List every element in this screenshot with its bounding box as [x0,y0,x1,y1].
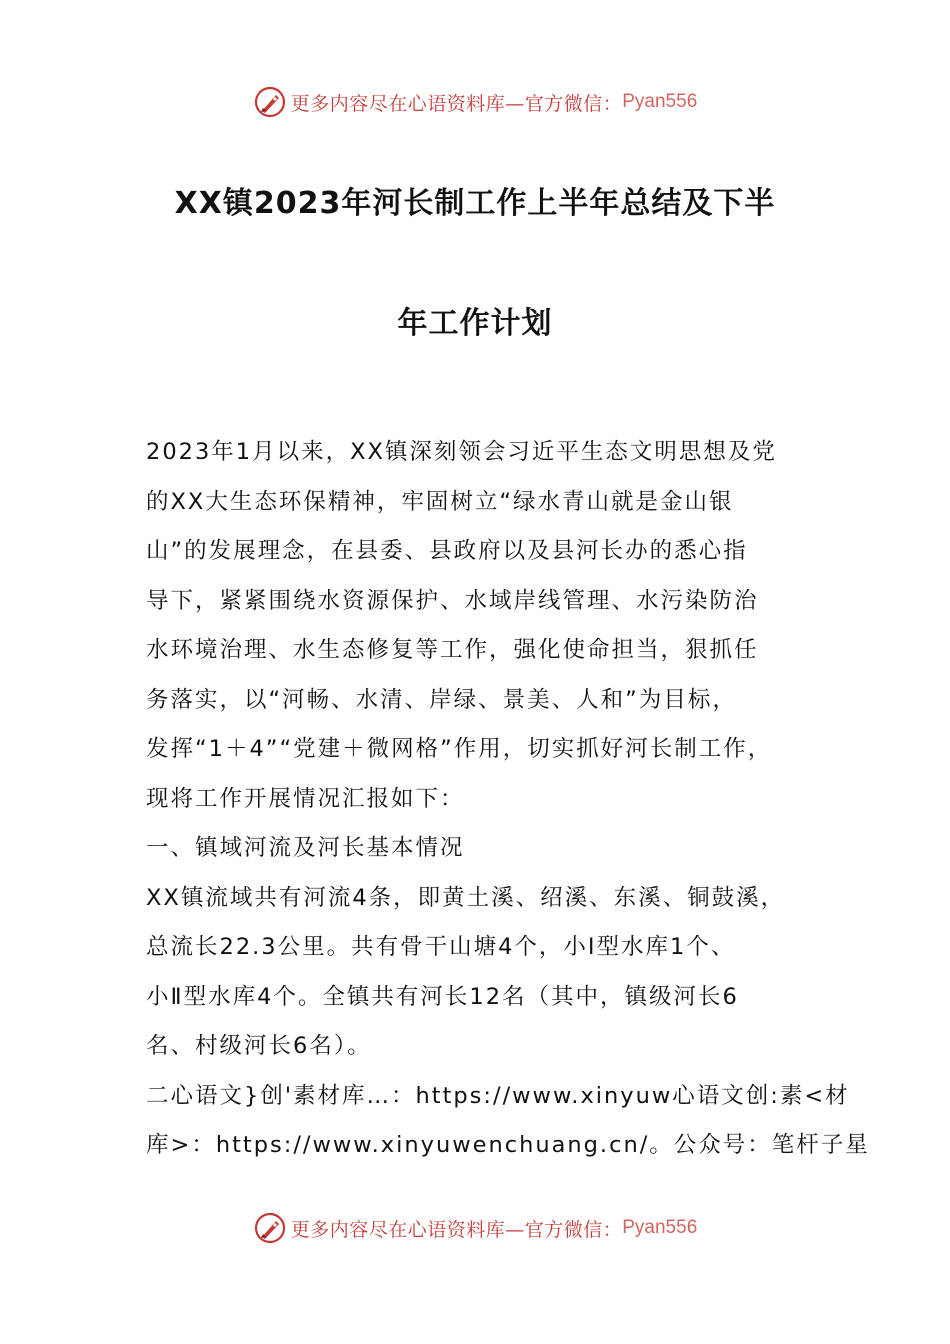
body-line: XX镇流域共有河流4条，即黄土溪、绍溪、东溪、铜鼓溪， [146,884,786,911]
body-line: 现将工作开展情况汇报如下： [146,785,465,812]
banner-text: 更多内容尽在心语资料库—官方微信： [290,92,623,115]
body-line: 务落实，以“河畅、水清、岸绿、景美、人和”为目标， [146,686,737,713]
body-line: 发挥“1＋4”“党建＋微网格”作用，切实抓好河长制工作， [146,736,773,762]
pen-nib-icon [253,1211,287,1245]
body-line: 水环境治理、水生态修复等工作，强化使命担当，狠抓任 [146,637,759,663]
body-line: 导下，紧紧围绕水资源保护、水域岸线管理、水污染防治 [146,587,759,614]
body-line: 总流长22.3公里。共有骨干山塘4个，小Ⅰ型水库1个、 [146,934,736,960]
body-line: 的XX大生态环保精神，牢固树立“绿水青山就是金山银 [146,488,734,515]
body-line: 山”的发展理念，在县委、县政府以及县河长办的悉心指 [146,538,748,564]
header-watermark-banner [0,82,950,122]
document-title-line2: 年工作计划 [397,306,553,341]
document-body [146,428,870,1171]
body-line: 二心语文}创'素材库…：https://www.xinyuw心语文创:素<材 [146,1082,850,1109]
section-heading: 一、镇域河流及河长基本情况 [146,835,465,861]
body-line: 2023年1月以来，XX镇深刻领会习近平生态文明思想及党 [146,439,777,465]
body-line: 库>：https://www.xinyuwenchuang.cn/。公众号：笔杆子星 [146,1132,870,1158]
banner-text: 更多内容尽在心语资料库—官方微信： [290,1218,623,1241]
pen-nib-icon [253,85,287,119]
banner-wechat-id: Pyan556 [622,1217,698,1238]
banner-wechat-id: Pyan556 [622,91,698,112]
document-title-line1: XX镇2023年河长制工作上半年总结及下半 [174,186,776,221]
footer-watermark-banner [0,1208,950,1248]
body-line: 名、村级河长6名）。 [146,1033,372,1059]
body-line: 小Ⅱ型水库4个。全镇共有河长12名（其中，镇级河长6 [146,983,739,1010]
